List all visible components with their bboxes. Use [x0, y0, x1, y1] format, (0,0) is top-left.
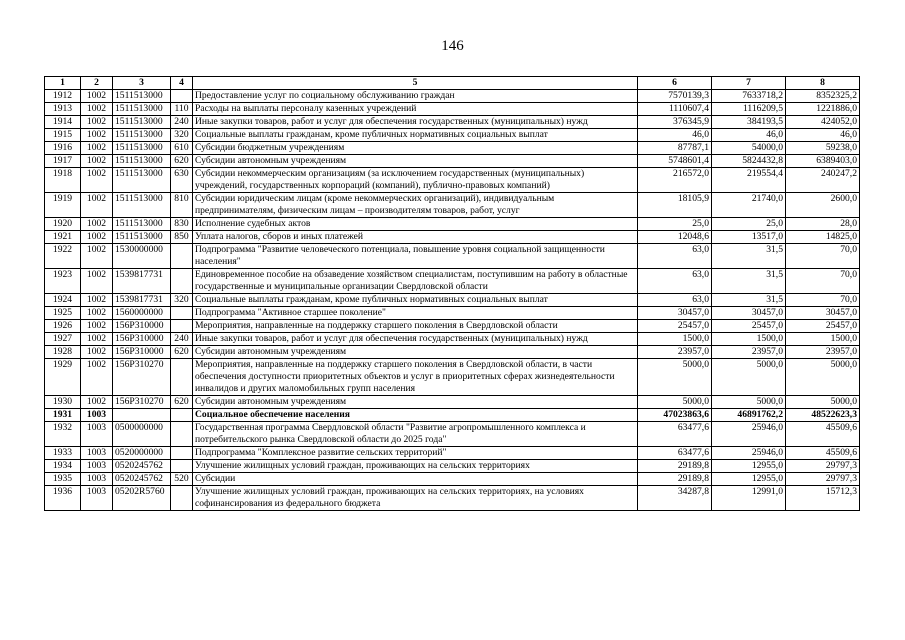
amount-col-7: 54000,0: [712, 142, 786, 155]
target-article-code: 05202R5760: [113, 486, 171, 511]
table-row: [45, 129, 860, 142]
section-code: 1002: [81, 231, 113, 244]
column-header: 2: [81, 77, 113, 90]
expense-type-code: 630: [171, 168, 193, 193]
section-code: 1003: [81, 422, 113, 447]
item-name: Единовременное пособие на обзаведение хозяйством специалистам, поступившим на работу в областные государственные и муниципальные организации Свердловской области: [193, 269, 638, 294]
expense-type-code: [171, 486, 193, 511]
item-name: Социальное обеспечение населения: [193, 409, 638, 422]
item-name: Подпрограмма "Развитие человеческого потенциала, повышение уровня социальной защищенности населения": [193, 244, 638, 269]
amount-col-8: 30457,0: [786, 307, 860, 320]
item-name: Улучшение жилищных условий граждан, проживающих на сельских территориях, на условиях софинансирования из федерального бюджета: [193, 486, 638, 511]
item-name: Иные закупки товаров, работ и услуг для обеспечения государственных (муниципальных) нужд: [193, 116, 638, 129]
amount-col-7: 21740,0: [712, 193, 786, 218]
section-code: 1002: [81, 346, 113, 359]
amount-col-6: 7570139,3: [638, 90, 712, 103]
expense-type-code: 610: [171, 142, 193, 155]
section-code: 1002: [81, 307, 113, 320]
expense-type-code: [171, 422, 193, 447]
expense-type-code: 320: [171, 294, 193, 307]
item-name: Исполнение судебных актов: [193, 218, 638, 231]
table-row: [45, 116, 860, 129]
section-code: 1002: [81, 142, 113, 155]
amount-col-6: 29189,8: [638, 460, 712, 473]
amount-col-6: 87787,1: [638, 142, 712, 155]
amount-col-8: 424052,0: [786, 116, 860, 129]
amount-col-8: 240247,2: [786, 168, 860, 193]
amount-col-6: 63,0: [638, 244, 712, 269]
amount-col-6: 5748601,4: [638, 155, 712, 168]
table-row: [45, 333, 860, 346]
row-number: 1926: [45, 320, 81, 333]
amount-col-8: 14825,0: [786, 231, 860, 244]
amount-col-6: 29189,8: [638, 473, 712, 486]
amount-col-8: 70,0: [786, 294, 860, 307]
item-name: Расходы на выплаты персоналу казенных учреждений: [193, 103, 638, 116]
amount-col-6: 18105,9: [638, 193, 712, 218]
target-article-code: 0500000000: [113, 422, 171, 447]
amount-col-7: 1116209,5: [712, 103, 786, 116]
column-header: 1: [45, 77, 81, 90]
row-number: 1923: [45, 269, 81, 294]
amount-col-8: 2600,0: [786, 193, 860, 218]
amount-col-6: 25,0: [638, 218, 712, 231]
row-number: 1932: [45, 422, 81, 447]
amount-col-8: 5000,0: [786, 396, 860, 409]
amount-col-8: 59238,0: [786, 142, 860, 155]
item-name: Государственная программа Свердловской области "Развитие агропромышленного комплекса и потребительского рынка Свердловской области до 2025 года": [193, 422, 638, 447]
amount-col-8: 23957,0: [786, 346, 860, 359]
column-header: 3: [113, 77, 171, 90]
amount-col-8: 29797,3: [786, 460, 860, 473]
table-row: [45, 396, 860, 409]
row-number: 1920: [45, 218, 81, 231]
amount-col-7: 23957,0: [712, 346, 786, 359]
table-row: [45, 409, 860, 422]
item-name: Подпрограмма "Комплексное развитие сельских территорий": [193, 447, 638, 460]
target-article-code: 1511513000: [113, 142, 171, 155]
target-article-code: 1530000000: [113, 244, 171, 269]
section-code: 1003: [81, 447, 113, 460]
amount-col-7: 384193,5: [712, 116, 786, 129]
row-number: 1931: [45, 409, 81, 422]
section-code: 1002: [81, 396, 113, 409]
amount-col-6: 30457,0: [638, 307, 712, 320]
target-article-code: 156P310000: [113, 346, 171, 359]
column-header: 8: [786, 77, 860, 90]
section-code: 1002: [81, 155, 113, 168]
amount-col-7: 7633718,2: [712, 90, 786, 103]
header-row: [45, 77, 860, 90]
item-name: Предоставление услуг по социальному обслуживанию граждан: [193, 90, 638, 103]
target-article-code: 1560000000: [113, 307, 171, 320]
section-code: 1002: [81, 103, 113, 116]
target-article-code: 1511513000: [113, 90, 171, 103]
item-name: Субсидии бюджетным учреждениям: [193, 142, 638, 155]
table-row: [45, 231, 860, 244]
table-row: [45, 218, 860, 231]
amount-col-7: 12991,0: [712, 486, 786, 511]
target-article-code: 156P310270: [113, 396, 171, 409]
amount-col-6: 25457,0: [638, 320, 712, 333]
amount-col-8: 29797,3: [786, 473, 860, 486]
amount-col-7: 5000,0: [712, 359, 786, 396]
row-number: 1919: [45, 193, 81, 218]
amount-col-6: 63477,6: [638, 447, 712, 460]
expense-type-code: 830: [171, 218, 193, 231]
row-number: 1924: [45, 294, 81, 307]
amount-col-8: 28,0: [786, 218, 860, 231]
amount-col-6: 216572,0: [638, 168, 712, 193]
amount-col-6: 34287,8: [638, 486, 712, 511]
amount-col-8: 15712,3: [786, 486, 860, 511]
amount-col-6: 5000,0: [638, 359, 712, 396]
expense-type-code: [171, 447, 193, 460]
expense-type-code: 810: [171, 193, 193, 218]
expense-type-code: [171, 359, 193, 396]
target-article-code: 0520245762: [113, 473, 171, 486]
target-article-code: 1511513000: [113, 155, 171, 168]
amount-col-8: 1221886,0: [786, 103, 860, 116]
expense-type-code: [171, 269, 193, 294]
row-number: 1912: [45, 90, 81, 103]
amount-col-8: 25457,0: [786, 320, 860, 333]
amount-col-7: 46,0: [712, 129, 786, 142]
target-article-code: 1539817731: [113, 269, 171, 294]
row-number: 1929: [45, 359, 81, 396]
expense-type-code: 320: [171, 129, 193, 142]
section-code: 1003: [81, 460, 113, 473]
amount-col-6: 47023863,6: [638, 409, 712, 422]
amount-col-7: 219554,4: [712, 168, 786, 193]
section-code: 1002: [81, 333, 113, 346]
table-row: [45, 346, 860, 359]
table-row: [45, 269, 860, 294]
table-row: [45, 193, 860, 218]
section-code: 1002: [81, 193, 113, 218]
amount-col-6: 63,0: [638, 269, 712, 294]
column-header: 5: [193, 77, 638, 90]
expense-type-code: 240: [171, 116, 193, 129]
amount-col-6: 1500,0: [638, 333, 712, 346]
amount-col-6: 376345,9: [638, 116, 712, 129]
row-number: 1930: [45, 396, 81, 409]
amount-col-8: 70,0: [786, 244, 860, 269]
section-code: 1002: [81, 359, 113, 396]
amount-col-7: 1500,0: [712, 333, 786, 346]
table-row: [45, 320, 860, 333]
item-name: Субсидии автономным учреждениям: [193, 155, 638, 168]
section-code: 1002: [81, 129, 113, 142]
row-number: 1914: [45, 116, 81, 129]
table-row: [45, 460, 860, 473]
target-article-code: 1511513000: [113, 168, 171, 193]
row-number: 1918: [45, 168, 81, 193]
expense-type-code: 520: [171, 473, 193, 486]
item-name: Мероприятия, направленные на поддержку старшего поколения в Свердловской области, в части обеспечения доступности приоритетных объектов и услуг в приоритетных сферах жизнедеятельности инвалидов и других маломобильных групп населения: [193, 359, 638, 396]
amount-col-7: 25457,0: [712, 320, 786, 333]
section-code: 1002: [81, 218, 113, 231]
row-number: 1916: [45, 142, 81, 155]
section-code: 1002: [81, 90, 113, 103]
table-row: [45, 142, 860, 155]
amount-col-6: 12048,6: [638, 231, 712, 244]
item-name: Подпрограмма "Активное старшее поколение": [193, 307, 638, 320]
amount-col-8: 70,0: [786, 269, 860, 294]
expense-type-code: 620: [171, 155, 193, 168]
amount-col-8: 45509,6: [786, 422, 860, 447]
section-code: 1003: [81, 486, 113, 511]
expense-type-code: [171, 320, 193, 333]
amount-col-6: 63,0: [638, 294, 712, 307]
column-header: 4: [171, 77, 193, 90]
row-number: 1922: [45, 244, 81, 269]
page-number: 146: [441, 38, 464, 54]
row-number: 1934: [45, 460, 81, 473]
target-article-code: 156P310270: [113, 359, 171, 396]
row-number: 1917: [45, 155, 81, 168]
amount-col-7: 13517,0: [712, 231, 786, 244]
target-article-code: 156P310000: [113, 320, 171, 333]
table-row: [45, 168, 860, 193]
section-code: 1002: [81, 294, 113, 307]
amount-col-7: 31,5: [712, 269, 786, 294]
section-code: 1002: [81, 116, 113, 129]
target-article-code: 1511513000: [113, 129, 171, 142]
item-name: Мероприятия, направленные на поддержку старшего поколения в Свердловской области: [193, 320, 638, 333]
amount-col-7: 25946,0: [712, 422, 786, 447]
target-article-code: 1511513000: [113, 116, 171, 129]
expense-type-code: 620: [171, 396, 193, 409]
budget-table: [44, 76, 860, 511]
target-article-code: [113, 409, 171, 422]
table-row: [45, 422, 860, 447]
amount-col-7: 25946,0: [712, 447, 786, 460]
expense-type-code: 110: [171, 103, 193, 116]
table-row: [45, 486, 860, 511]
amount-col-7: 46891762,2: [712, 409, 786, 422]
expense-type-code: 240: [171, 333, 193, 346]
row-number: 1935: [45, 473, 81, 486]
row-number: 1913: [45, 103, 81, 116]
row-number: 1936: [45, 486, 81, 511]
target-article-code: 1511513000: [113, 231, 171, 244]
expense-type-code: [171, 460, 193, 473]
table-row: [45, 244, 860, 269]
item-name: Субсидии автономным учреждениям: [193, 346, 638, 359]
item-name: Улучшение жилищных условий граждан, проживающих на сельских территориях: [193, 460, 638, 473]
column-header: 6: [638, 77, 712, 90]
column-header: 7: [712, 77, 786, 90]
item-name: Социальные выплаты гражданам, кроме публичных нормативных социальных выплат: [193, 294, 638, 307]
table-row: [45, 103, 860, 116]
row-number: 1927: [45, 333, 81, 346]
section-code: 1003: [81, 473, 113, 486]
target-article-code: 1511513000: [113, 193, 171, 218]
table-row: [45, 359, 860, 396]
target-article-code: 1511513000: [113, 218, 171, 231]
section-code: 1003: [81, 409, 113, 422]
table-row: [45, 90, 860, 103]
expense-type-code: [171, 307, 193, 320]
amount-col-7: 25,0: [712, 218, 786, 231]
amount-col-6: 63477,6: [638, 422, 712, 447]
amount-col-7: 5000,0: [712, 396, 786, 409]
amount-col-7: 31,5: [712, 294, 786, 307]
expense-type-code: [171, 244, 193, 269]
amount-col-8: 45509,6: [786, 447, 860, 460]
section-code: 1002: [81, 244, 113, 269]
amount-col-7: 30457,0: [712, 307, 786, 320]
amount-col-6: 5000,0: [638, 396, 712, 409]
section-code: 1002: [81, 269, 113, 294]
item-name: Субсидии юридическим лицам (кроме некоммерческих организаций), индивидуальным предпринимателям, физическим лицам – производителям товаров, работ, услуг: [193, 193, 638, 218]
amount-col-8: 48522623,3: [786, 409, 860, 422]
target-article-code: 156P310000: [113, 333, 171, 346]
item-name: Субсидии некоммерческим организациям (за исключением государственных (муниципальных) учреждений, государственных корпораций (компаний), публично-правовых компаний): [193, 168, 638, 193]
item-name: Иные закупки товаров, работ и услуг для обеспечения государственных (муниципальных) нужд: [193, 333, 638, 346]
amount-col-8: 6389403,0: [786, 155, 860, 168]
target-article-code: 0520000000: [113, 447, 171, 460]
amount-col-6: 23957,0: [638, 346, 712, 359]
row-number: 1915: [45, 129, 81, 142]
amount-col-7: 12955,0: [712, 473, 786, 486]
amount-col-6: 46,0: [638, 129, 712, 142]
amount-col-7: 12955,0: [712, 460, 786, 473]
row-number: 1928: [45, 346, 81, 359]
row-number: 1925: [45, 307, 81, 320]
amount-col-7: 5824432,8: [712, 155, 786, 168]
table-row: [45, 155, 860, 168]
section-code: 1002: [81, 168, 113, 193]
expense-type-code: [171, 90, 193, 103]
row-number: 1921: [45, 231, 81, 244]
amount-col-8: 46,0: [786, 129, 860, 142]
amount-col-6: 1110607,4: [638, 103, 712, 116]
amount-col-8: 5000,0: [786, 359, 860, 396]
expense-type-code: 850: [171, 231, 193, 244]
section-code: 1002: [81, 320, 113, 333]
table-row: [45, 307, 860, 320]
table-row: [45, 447, 860, 460]
item-name: Субсидии: [193, 473, 638, 486]
table-row: [45, 294, 860, 307]
item-name: Уплата налогов, сборов и иных платежей: [193, 231, 638, 244]
target-article-code: 1539817731: [113, 294, 171, 307]
expense-type-code: 620: [171, 346, 193, 359]
expense-type-code: [171, 409, 193, 422]
item-name: Субсидии автономным учреждениям: [193, 396, 638, 409]
table-row: [45, 473, 860, 486]
target-article-code: 0520245762: [113, 460, 171, 473]
amount-col-8: 1500,0: [786, 333, 860, 346]
item-name: Социальные выплаты гражданам, кроме публичных нормативных социальных выплат: [193, 129, 638, 142]
row-number: 1933: [45, 447, 81, 460]
amount-col-8: 8352325,2: [786, 90, 860, 103]
target-article-code: 1511513000: [113, 103, 171, 116]
amount-col-7: 31,5: [712, 244, 786, 269]
